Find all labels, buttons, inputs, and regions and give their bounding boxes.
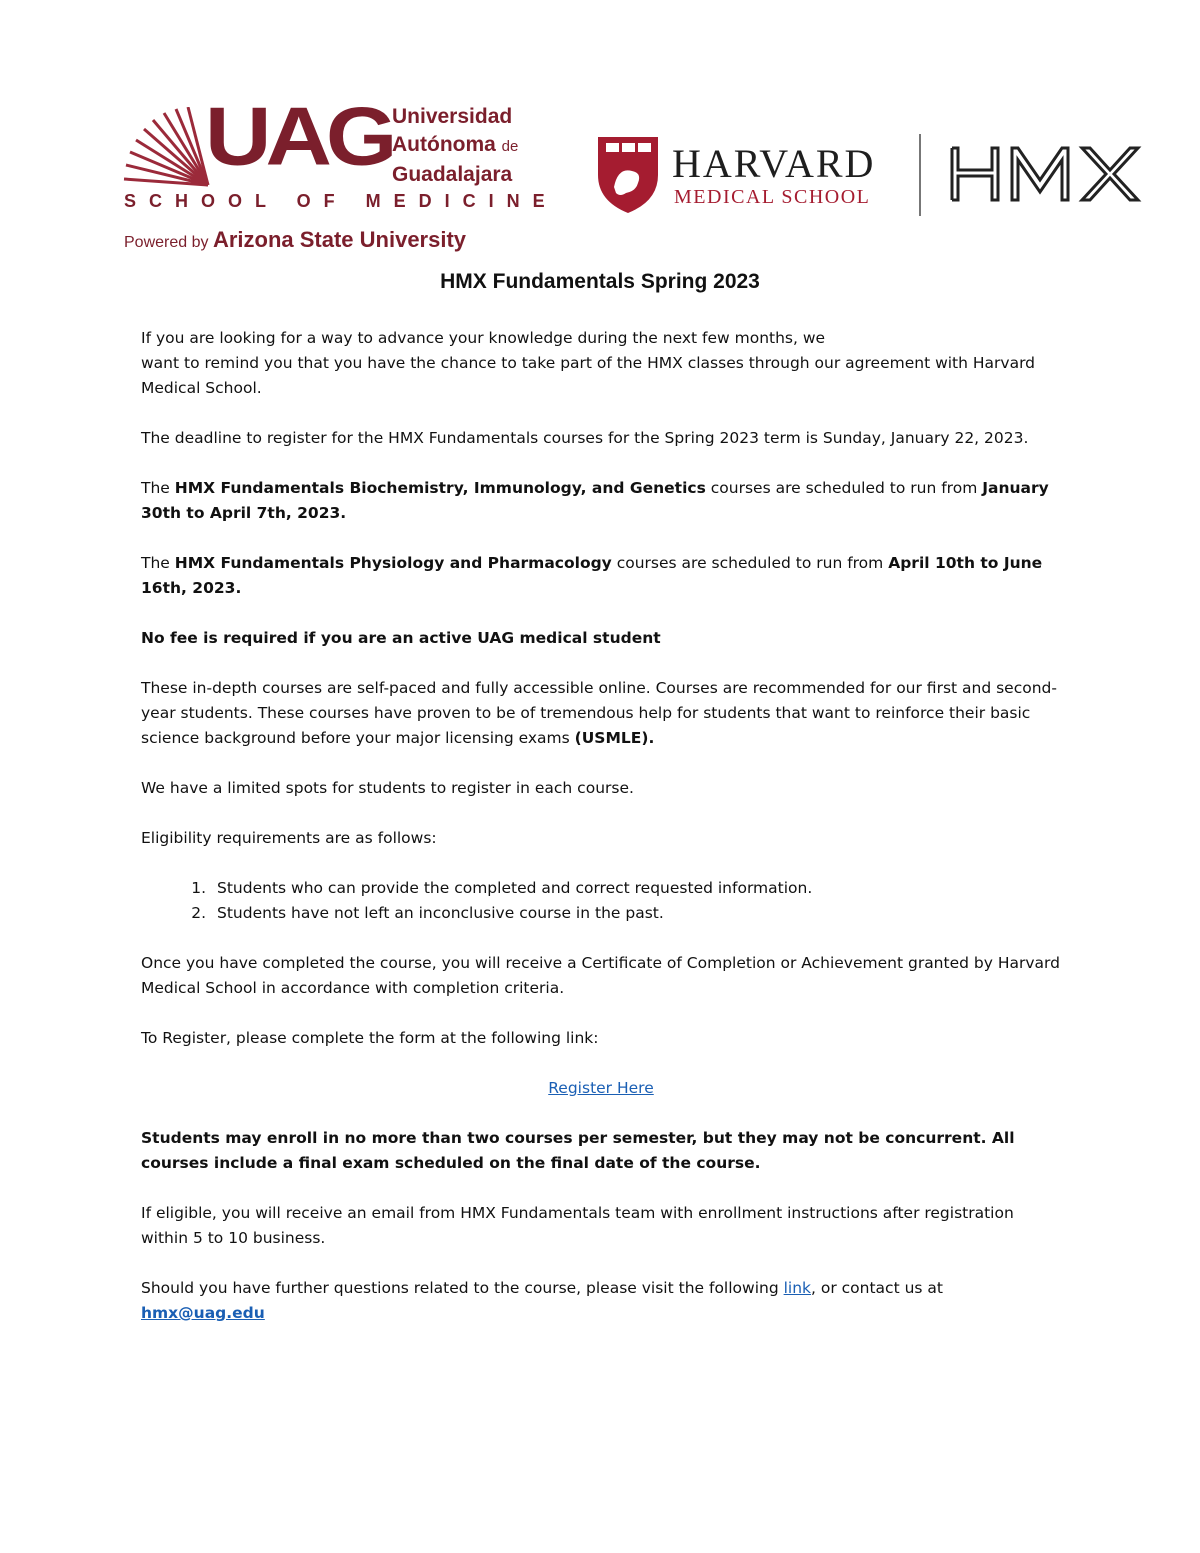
uag-name-line1: Universidad [392,105,513,128]
register-intro: To Register, please complete the form at the following link: [141,1029,599,1047]
uag-name-line3: Guadalajara [392,163,513,186]
questions-paragraph: Should you have further questions related to the course, please visit the following link, or contact us at hmx@uag.edu [141,1279,943,1322]
document-body [141,326,1061,1351]
course2-paragraph: The HMX Fundamentals Physiology and Pharmacology courses are scheduled to run from April 10th to June 16th, 2023. [141,554,1043,597]
uag-logo [120,90,558,265]
register-link-row [141,1076,1061,1101]
uag-name-line2: Autónoma de [392,133,519,156]
page-title: HMX Fundamentals Spring 2023 [440,270,760,293]
uag-school-of-medicine: SCHOOL OF MEDICINE [124,191,558,211]
in-depth-paragraph: These in-depth courses are self-paced and fully accessible online. Courses are recommended for our first and second-year students. These courses have proven to be of tremendous help for students that want to reinforce their basic science background before your major licensing exams (USMLE). [141,679,1057,747]
eligible-email-paragraph: If eligible, you will receive an email from HMX Fundamentals team with enrollment instructions after registration within 5 to 10 business. [141,1204,1014,1247]
uag-powered-by: Powered by Arizona State University [124,227,467,252]
list-item: 2. Students have not left an inconclusive course in the past. [211,901,1061,926]
eligibility-list [141,876,1061,926]
logo-divider [919,134,921,216]
deadline-paragraph: The deadline to register for the HMX Fundamentals courses for the Spring 2023 term is Sunday, January 22, 2023. [141,429,1029,447]
questions-link[interactable]: link [783,1279,812,1297]
enroll-note-paragraph: Students may enroll in no more than two courses per semester, but they may not be concurrent. All courses include a final exam scheduled on the final date of the course. [141,1129,1015,1172]
medical-school-wordmark: MEDICAL SCHOOL [674,186,871,208]
eligibility-intro: Eligibility requirements are as follows: [141,829,437,847]
uag-mark: UAG [205,90,392,183]
uag-university-name [392,103,518,189]
intro-paragraph: If you are looking for a way to advance your knowledge during the next few months, we want to remind you that you have the chance to take part of the HMX classes through our agreement with Harvard Medical School. [141,329,1036,397]
harvard-shield-icon [596,135,660,215]
no-fee-paragraph: No fee is required if you are an active UAG medical student [141,629,661,647]
harvard-hmx-logo [596,130,1156,230]
register-here-link[interactable]: Register Here [548,1079,654,1097]
uag-fan-icon [120,107,210,187]
list-item: 1. Students who can provide the completed and correct requested information. [211,876,1061,901]
harvard-wordmark: HARVARD [672,141,876,186]
limited-spots-paragraph: We have a limited spots for students to register in each course. [141,779,634,797]
contact-email-link[interactable]: hmx@uag.edu [141,1304,265,1322]
certificate-paragraph: Once you have completed the course, you will receive a Certificate of Completion or Achievement granted by Harvard Medical School in accordance with completion criteria. [141,954,1060,997]
course1-paragraph: The HMX Fundamentals Biochemistry, Immunology, and Genetics courses are scheduled to run from January 30th to April 7th, 2023. [141,479,1049,522]
hmx-logo-mark [948,144,1144,204]
